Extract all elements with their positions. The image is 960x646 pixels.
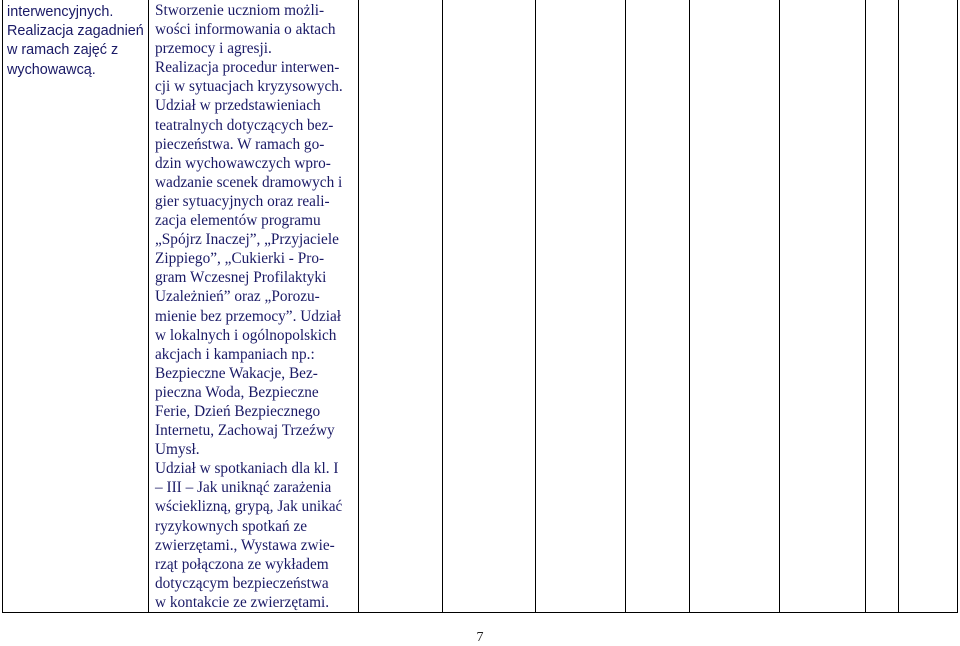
table-cell-empty-7 (690, 0, 780, 613)
program-table (2, 0, 958, 613)
table-cell-empty-4 (443, 0, 536, 613)
cell-text-activities: Stworzenie uczniom możli- wości informowania o aktach przemocy i agresji. Realizacja procedur interwen- cji w sytuacjach kryzysowych. Udział w przedstawieniach teatralnych dotyczących bez- pieczeństwa. W ramach go- dzin wychowawczych wpro- wadzanie scenek dramowych i gier sytuacyjnych oraz reali- zacja elementów programu „Spójrz Inaczej”, „Przyjaciele Zippiego”, „Cukierki - Pro- gram Wczesnej Profilaktyki Uzależnień” oraz „Porozu- mienie bez przemocy”. Udział w lokalnych i ogólnopolskich akcjach i kampaniach np.: Bezpieczne Wakacje, Bez- pieczna Woda, Bezpieczne Ferie, Dzień Bezpiecznego Internetu, Zachowaj Trzeźwy Umysł. Udział w spotkaniach dla kl. I – III – Jak uniknąć zarażenia wścieklizną, grypą, Jak unikać ryzykownych spotkań ze zwierzętami., Wystawa zwie- rząt połączona ze wykładem dotyczącym bezpieczeństwa w kontakcie ze zwierzętami. (155, 2, 343, 611)
table-cell-empty-6 (626, 0, 690, 613)
table-cell-empty-3 (359, 0, 443, 613)
table-cell-forms (3, 0, 149, 613)
table-cell-empty-5 (536, 0, 626, 613)
table-cell-activities (149, 0, 359, 613)
table-row (3, 0, 958, 613)
page-number: 7 (476, 630, 484, 645)
table-cell-empty-10 (899, 0, 958, 613)
table-cell-empty-9 (866, 0, 899, 613)
cell-text-forms: interwencyjnych. Realizacja zagadnień w ramach zajęć z wychowawcą. (7, 4, 144, 78)
table-cell-empty-8 (780, 0, 866, 613)
